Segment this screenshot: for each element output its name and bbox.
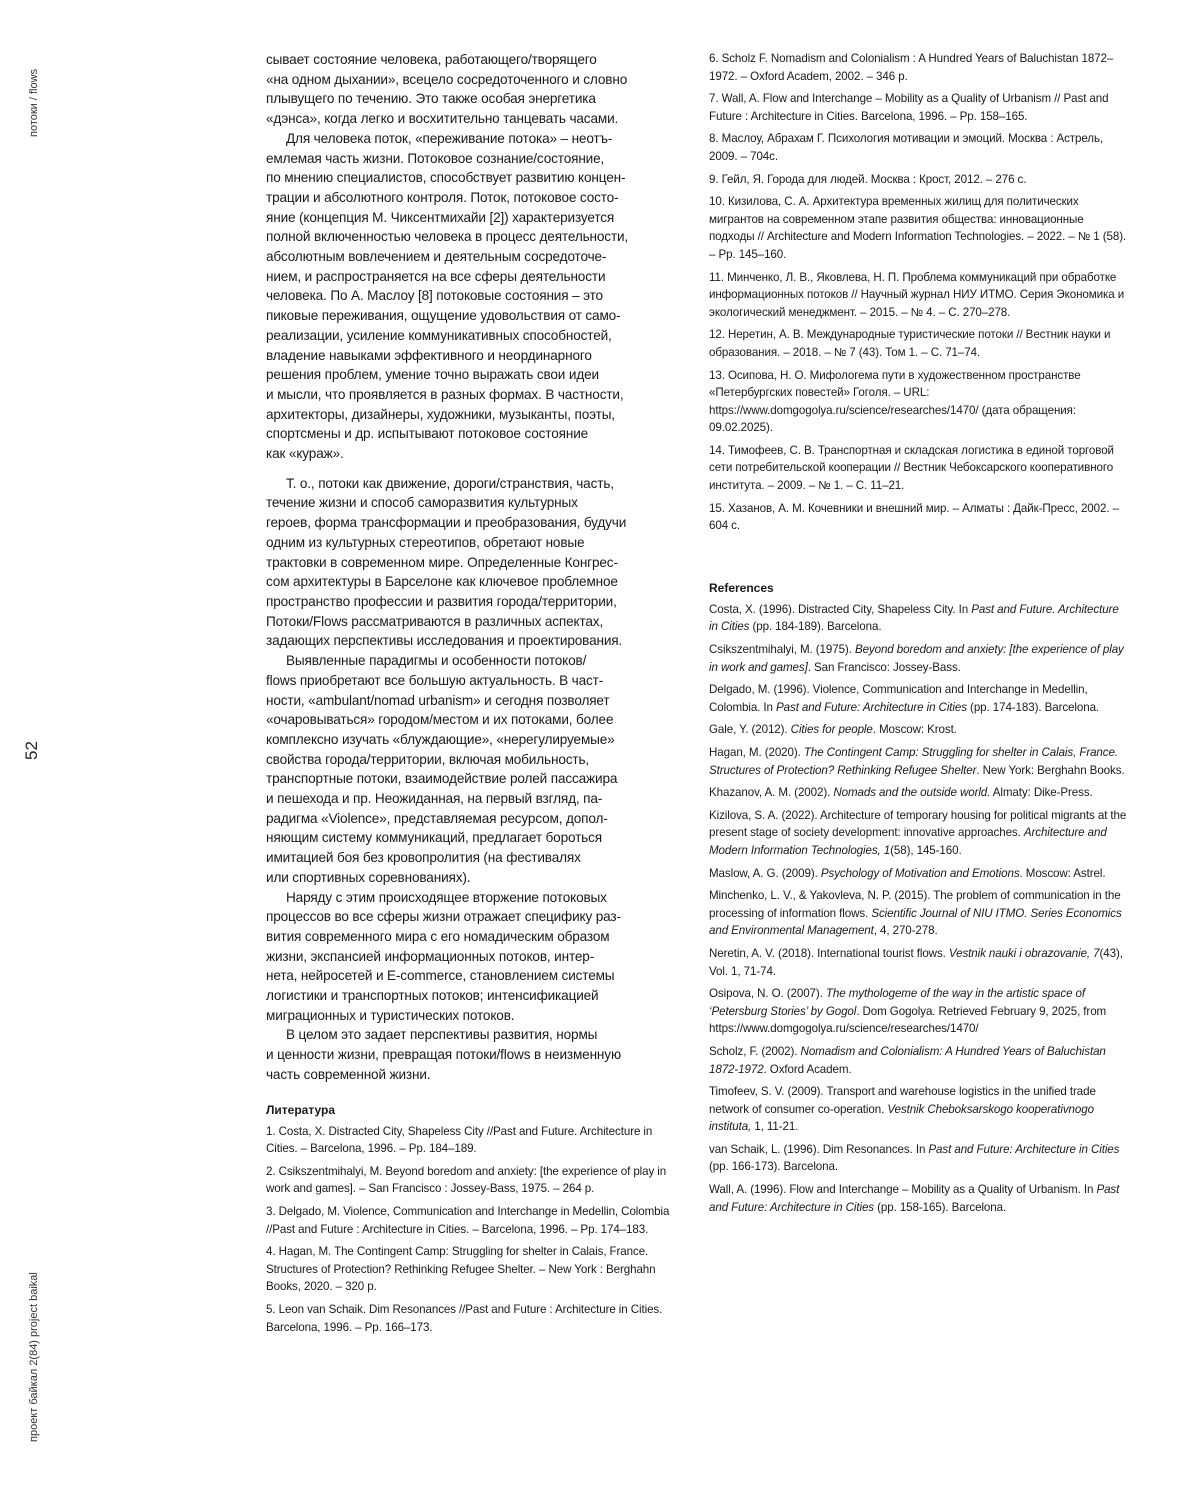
left-column [266, 50, 686, 1341]
reference-text: 8. Маслоу, Абрахам Г. Психология мотивации и эмоций. Москва : Астрель, 2009. – 704с. [709, 132, 1103, 163]
reference-text: Kizilova, S. A. (2022). Architecture of temporary housing for political migrants at the present stage of society development: innovative approaches. [709, 809, 1126, 840]
reference-title-italic: Vestnik nauki i obrazovanie, 7 [949, 947, 1100, 960]
reference-item [709, 326, 1129, 361]
reference-title-italic: Architecture and Modern Information Technologies, 1 [709, 826, 1107, 857]
article-body [266, 50, 686, 1085]
reference-text: Costa, X. (1996). Distracted City, Shapeless City. In [709, 603, 971, 616]
references-list [709, 601, 1129, 1216]
reference-text: 14. Тимофеев, С. В. Транспортная и складская логистика в единой торговой сети потребительской кооперации // Вестник Чебоксарского кооперативного института. – 2009. – № 1. – С. 11–21. [709, 444, 1114, 492]
reference-text: 13. Осипова, Н. О. Мифологема пути в художественном пространстве «Петербургских повестей» Гоголя. – URL: https://www.domgogolya.ru/science/researches/1470/ (дата обращения: 09.02.2025). [709, 369, 1081, 435]
reference-item [709, 865, 1129, 883]
reference-item [709, 1083, 1129, 1136]
reference-item [709, 985, 1129, 1038]
reference-item [709, 269, 1129, 322]
reference-text: 15. Хазанов, А. М. Кочевники и внешний мир. – Алматы : Дайк-Пресс, 2002. – 604 с. [709, 502, 1119, 533]
reference-text: 1. Costa, X. Distracted City, Shapeless City //Past and Future. Architecture in Cities. – Barcelona, 1996. – Pp. 184–189. [266, 1125, 652, 1156]
reference-text: 9. Гейл, Я. Города для людей. Москва : Крост, 2012. – 276 с. [709, 173, 1026, 186]
reference-item [709, 130, 1129, 165]
reference-text: (pp. 158-165). Barcelona. [874, 1201, 1006, 1214]
reference-title-italic: Past and Future: Architecture in Cities [776, 701, 967, 714]
reference-text: Neretin, A. V. (2018). International tourist flows. [709, 947, 949, 960]
reference-text: Minchenko, L. V., & Yakovleva, N. P. (2015). The problem of communication in the processing of information flows. [709, 889, 1121, 920]
reference-text: (43), Vol. 1, 71-74. [709, 947, 1123, 978]
paragraph-text: Для человека поток, «переживание потока» – неотъ- емлемая часть жизни. Потоковое сознание/состояние, по мнению специалистов, способствует развитию концен- трации и абсолютного контроля. Поток, потоковое состо- яние (концепция М. Чиксентмихайи [2]) характеризуется полной включенностью человека в процесс деятельности, абсолютным вовлечением и деятельным сосредоточе- нием, и распространяется на все сферы деятельности человека. По А. Маслоу [8] потоковые состояния – это пиковые переживания, ощущение удовольствия от само- реализации, усиление коммуникативных способностей, владение навыками эффективного и неординарного решения проблем, умение точно выражать свои идеи и мысли, что проявляется в разных формах. В частности, архитекторы, дизайнеры, художники, музыканты, поэты, спортсмены и др. испытывают потоковое состояние как «кураж». [266, 131, 628, 461]
reference-text: . Dom Gogolya. Retrieved February 9, 2025, from https://www.domgogolya.ru/science/researches/1470/ [709, 1005, 1106, 1036]
paragraph-text: Выявленные парадигмы и особенности потоков/ flows приобретают все большую актуальность. В част- ности, «ambulant/nomad urbanism» и сегодня позволяет «очаровываться» городом/местом и их потоками, более комплексно изучать «блуждающие», «нерегулируемые» свойства города/территории, включая мобильность, транспортные потоки, взаимодействие ролей пассажира и пешехода и пр. Неожиданная, на первый взгляд, па- радигма «Violence», представляемая ресурсом, допол- няющим систему коммуникаций, предлагает бороться имитацией боя без кровопролития (на фестивалях или спортивных соревнованиях). [266, 653, 617, 885]
reference-item [709, 171, 1129, 189]
right-column [709, 50, 1129, 1221]
reference-text: . Moscow: Astrel. [1020, 867, 1106, 880]
paragraph-text: Наряду с этим происходящее вторжение потоковых процессов во все сферы жизни отражает специфику раз- вития современного мира с его номадическим образом жизни, экспансией информационных потоков, интер- нета, нейросетей и E-commerce, становлением системы логистики и транспортных потоков; интенсификацией миграционных и туристических потоков. [266, 890, 621, 1023]
reference-item [709, 681, 1129, 716]
reference-text: Osipova, N. O. (2007). [709, 987, 826, 1000]
reference-item [709, 721, 1129, 739]
reference-title-italic: Beyond boredom and anxiety: [the experience of play in work and games] [709, 643, 1124, 674]
body-paragraph [266, 474, 686, 651]
body-paragraph [266, 1025, 686, 1084]
reference-item [266, 1301, 686, 1336]
reference-item [709, 50, 1129, 85]
reference-item [266, 1163, 686, 1198]
body-paragraph [266, 129, 686, 464]
reference-text: Delgado, M. (1996). Violence, Communication and Interchange in Medellin, Colombia. In [709, 683, 1088, 714]
reference-text: 1, 11-21. [751, 1120, 798, 1133]
reference-title-italic: Vestnik Cheboksarskogo kooperativnogo instituta, [709, 1103, 1094, 1134]
paragraph-text: сывает состояние человека, работающего/творящего «на одном дыхании», всецело сосредоточенного и словно плывущего по течению. Это также особая энергетика «дэнса», когда легко и восхитительно танцевать часами. [266, 52, 627, 126]
reference-text: Scholz, F. (2002). [709, 1045, 801, 1058]
reference-text: . New York: Berghahn Books. [976, 764, 1124, 777]
reference-item [709, 193, 1129, 263]
reference-title-italic: Nomads and the outside world. [833, 786, 990, 799]
reference-title-italic: Past and Future: Architecture in Cities [928, 1143, 1119, 1156]
reference-title-italic: Psychology of Motivation and Emotions [821, 867, 1020, 880]
reference-item [709, 1181, 1129, 1216]
reference-title-italic: Nomadism and Colonialism: A Hundred Years of Baluchistan 1872-1972 [709, 1045, 1106, 1076]
section-running-head: потоки / flows [28, 69, 40, 137]
reference-text: Timofeev, S. V. (2009). Transport and warehouse logistics in the unified trade network of consumer co-operation. [709, 1085, 1096, 1116]
reference-text: Csikszentmihalyi, M. (1975). [709, 643, 855, 656]
reference-item [709, 744, 1129, 779]
literature-list [266, 1123, 686, 1337]
reference-title-italic: Past and Future: Architecture in Cities [709, 1183, 1119, 1214]
literature-heading: Литература [266, 1103, 686, 1117]
reference-text: Khazanov, A. M. (2002). [709, 786, 833, 799]
body-paragraph [266, 50, 686, 129]
reference-text: Almaty: Dike-Press. [990, 786, 1092, 799]
reference-item [709, 1141, 1129, 1176]
journal-running-foot: проект байкал 2(84) project baikal [28, 1272, 40, 1442]
reference-text: , 4, 270-278. [874, 924, 938, 937]
reference-text: 10. Кизилова, С. А. Архитектура временных жилищ для политических мигрантов на современном этапе развития общества: инновационные подходы // Architecture and Modern Information Technologies. – 2022. – № 1 (58). – Pp. 145–160. [709, 195, 1126, 261]
reference-text: 6. Scholz F. Nomadism and Colonialism : A Hundred Years of Baluchistan 1872–1972. – Oxford Academ, 2002. – 346 p. [709, 52, 1113, 83]
reference-title-italic: Cities for people [791, 723, 873, 736]
reference-text: . Moscow: Krost. [873, 723, 957, 736]
reference-item [266, 1203, 686, 1238]
reference-item [709, 807, 1129, 860]
reference-item [709, 784, 1129, 802]
reference-text: 2. Csikszentmihalyi, M. Beyond boredom and anxiety: [the experience of play in work and games]. – San Francisco : Jossey-Bass, 1975. – 264 p. [266, 1165, 666, 1196]
reference-item [709, 367, 1129, 437]
literature-list-continued [709, 50, 1129, 535]
reference-text: Wall, A. (1996). Flow and Interchange – Mobility as a Quality of Urbanism. In [709, 1183, 1096, 1196]
reference-item [266, 1243, 686, 1296]
reference-text: (pp. 166-173). Barcelona. [709, 1160, 838, 1173]
page-number: 52 [22, 741, 42, 760]
reference-text: 4. Hagan, M. The Contingent Camp: Struggling for shelter in Calais, France. Structures of Protection? Rethinking Refugee Shelter. – New York : Berghahn Books, 2020. – 320 p. [266, 1245, 656, 1293]
reference-text: 11. Минченко, Л. В., Яковлева, Н. П. Проблема коммуникаций при обработке информационных потоков // Научный журнал НИУ ИТМО. Серия Экономика и экологический менеджмент. – 2015. – № 4. – С. 270–278. [709, 271, 1124, 319]
reference-text: (pp. 184-189). Barcelona. [749, 620, 881, 633]
reference-text: 12. Неретин, А. В. Международные туристические потоки // Вестник науки и образования. – 2018. – № 7 (43). Том 1. – С. 71–74. [709, 328, 1110, 359]
reference-text: Gale, Y. (2012). [709, 723, 791, 736]
reference-text: 7. Wall, A. Flow and Interchange – Mobility as a Quality of Urbanism // Past and Future : Architecture in Cities. Barcelona, 1996. – Pp. 158–165. [709, 92, 1108, 123]
reference-title-italic: The mythologeme of the way in the artistic space of ‘Petersburg Stories’ by Gogol [709, 987, 1085, 1018]
reference-title-italic: Past and Future. Architecture in Cities [709, 603, 1119, 634]
references-heading: References [709, 581, 1129, 595]
reference-item [709, 641, 1129, 676]
reference-text: . Oxford Academ. [764, 1063, 852, 1076]
reference-title-italic: The Contingent Camp: Struggling for shelter in Calais, France. Structures of Protection? Rethinking Refugee Shelter [709, 746, 1118, 777]
reference-item [709, 945, 1129, 980]
reference-text: 3. Delgado, M. Violence, Communication and Interchange in Medellin, Colombia //Past and Future : Architecture in Cities. – Barcelona, 1996. – Pp. 174–183. [266, 1205, 669, 1236]
reference-item [709, 601, 1129, 636]
reference-title-italic: Scientific Journal of NIU ITMO. Series Economics and Environmental Management [709, 907, 1122, 938]
reference-item [709, 442, 1129, 495]
paragraph-text: В целом это задает перспективы развития, нормы и ценности жизни, превращая потоки/flows в неизменную часть современной жизни. [266, 1027, 621, 1081]
reference-item [709, 887, 1129, 940]
body-paragraph [266, 651, 686, 887]
reference-item [266, 1123, 686, 1158]
reference-item [709, 1043, 1129, 1078]
reference-text: Hagan, M. (2020). [709, 746, 804, 759]
reference-text: Maslow, A. G. (2009). [709, 867, 821, 880]
body-paragraph [266, 888, 686, 1026]
reference-item [709, 90, 1129, 125]
reference-text: . San Francisco: Jossey-Bass. [808, 661, 961, 674]
reference-item [709, 500, 1129, 535]
reference-text: (58), 145-160. [890, 844, 961, 857]
paragraph-text: Т. о., потоки как движение, дороги/странствия, часть, течение жизни и способ саморазвития культурных героев, форма трансформации и преобразования, будучи одним из культурных стереотипов, обретают новые трактовки в современном мире. Определенные Конгрес- сом архитектуры в Барселоне как ключевое проблемное пространство профессии и развития города/территории, Потоки/Flows рассматриваются в различных аспектах, задающих перспективы исследования и проектирования. [266, 476, 626, 649]
reference-text: van Schaik, L. (1996). Dim Resonances. In [709, 1143, 928, 1156]
reference-text: 5. Leon van Schaik. Dim Resonances //Past and Future : Architecture in Cities. Barcelona, 1996. – Pp. 166–173. [266, 1303, 662, 1334]
reference-text: (pp. 174-183). Barcelona. [967, 701, 1099, 714]
